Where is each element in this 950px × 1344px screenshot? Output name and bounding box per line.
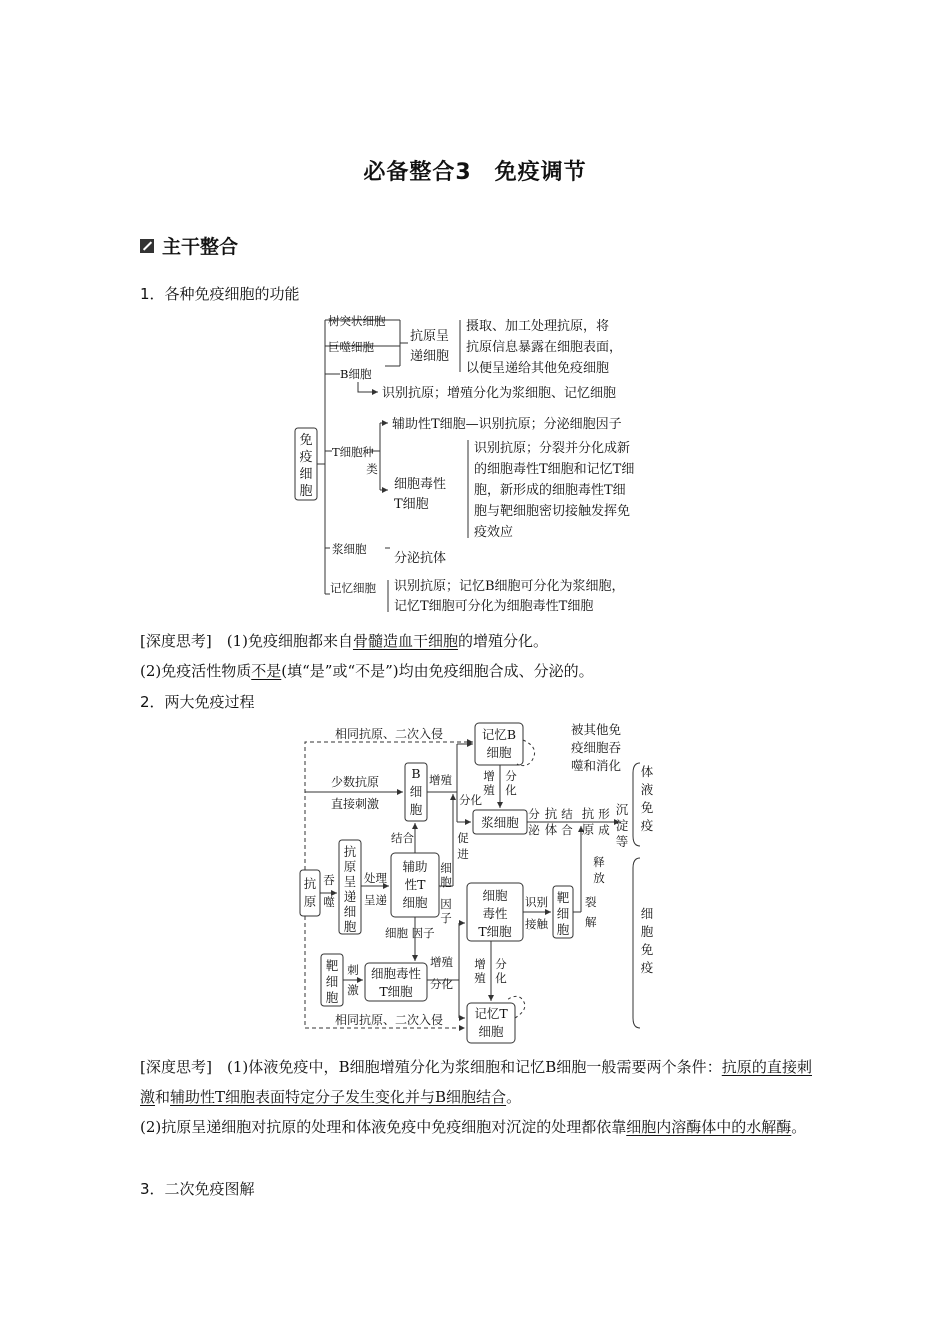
humoral: 免 (640, 800, 654, 815)
answer: 不是 (251, 662, 282, 680)
memory-function: 记忆T细胞可分化为细胞毒性T细胞 (394, 599, 594, 614)
t-cell: T细胞 (332, 445, 363, 459)
cellular: 细 (640, 906, 654, 921)
page-title: 必备整合3 免疫调节 (363, 160, 587, 185)
apc: 胞 (343, 919, 357, 934)
dendritic-cell: 树突状细胞 (328, 314, 386, 328)
apc: 原 (343, 859, 357, 874)
t-kind: 类 (366, 462, 378, 476)
phagocyte-note: 噬和消化 (571, 758, 622, 773)
apc-function: 以便呈递给其他免疫细胞 (466, 361, 610, 376)
target-cell: 细 (325, 974, 339, 989)
release: 放 (593, 871, 605, 885)
deep-thinking-1: [深度思考] (1)免疫细胞都来自骨髓造血干细胞的增殖分化。 (2)免疫活性物质不是(填“是”或“不是”)均由免疫细胞合成、分泌的。 (140, 632, 594, 680)
b-cell: B (411, 766, 421, 781)
ctl-function: 的细胞毒性T细胞和记忆T细 (474, 462, 635, 477)
memory-b: 记忆B (481, 727, 517, 742)
root-char: 胞 (299, 484, 313, 499)
cytokine: 胞 (440, 875, 452, 889)
memory-b: 细胞 (486, 745, 512, 760)
lysis: 解 (585, 915, 597, 929)
antigen-v: 原 (581, 822, 595, 837)
form: 成 (598, 823, 610, 837)
section-label: 主干整合 (162, 236, 239, 258)
root-char: 疫 (299, 450, 313, 465)
ctl-function: 疫效应 (474, 525, 514, 540)
root-char: 细 (299, 467, 313, 482)
answer: 辅助性T细胞表面特定分子发生变化并与B细胞结合 (170, 1088, 507, 1106)
ctl-top: T细胞 (478, 924, 512, 939)
memory-t: 细胞 (478, 1024, 504, 1039)
ctl-bottom: 细胞毒性 (370, 966, 422, 981)
present: 呈递 (364, 893, 387, 907)
recognize: 识别 (525, 895, 548, 909)
direct-stimulus: 直接刺激 (331, 797, 380, 811)
ctl-function: 识别抗原；分裂并分化成新 (474, 441, 631, 456)
engulf: 噬 (323, 895, 335, 909)
secrete: 泌 (528, 823, 540, 837)
answer: 抗原的直接刺激 (140, 1058, 812, 1106)
macrophage: 巨噬细胞 (328, 340, 374, 354)
ctl-label: 细胞毒性 (394, 477, 447, 492)
b-cell-function: 识别抗原；增殖分化为浆细胞、记忆细胞 (382, 386, 617, 401)
ctl-function: 胞，新形成的细胞毒性T细 (474, 483, 626, 498)
section-header (140, 232, 238, 259)
apc-label: 递细胞 (410, 349, 450, 364)
form: 形 (598, 807, 610, 821)
cellular: 疫 (640, 960, 654, 975)
dashed-label: 相同抗原、二次入侵 (335, 1013, 444, 1027)
helper-t: 性T (404, 877, 426, 892)
promote: 促 (457, 831, 469, 845)
heading-2: 2．两大免疫过程 (140, 693, 255, 711)
deep-thinking-2: [深度思考] (1)体液免疫中，B细胞增殖分化为浆细胞和记忆B细胞一般需要两个条件：抗原的直接刺激和辅助性T细胞表面特定分子发生变化并与B细胞结合。 (2)抗原呈递细胞对抗原的处理和体液免疫中免疫细胞对沉淀的处理都依靠细胞内溶酶体中的水解酶。 (140, 1058, 812, 1136)
antibody: 抗 (544, 806, 558, 821)
b-cell: B细胞 (340, 367, 372, 381)
proliferate: 增殖 (429, 773, 452, 787)
differentiate: 分化 (459, 793, 482, 807)
cellular: 免 (640, 942, 654, 957)
plasma-cell: 浆细胞 (332, 542, 367, 556)
apc-function: 摄取、加工处理抗原，将 (466, 319, 610, 334)
apc: 呈 (343, 874, 357, 889)
antigen-v: 抗 (581, 806, 595, 821)
combine: 结 (561, 807, 573, 821)
proliferate-v: 增 (483, 769, 495, 783)
combine: 合 (561, 823, 573, 837)
ctl-label: T细胞 (394, 497, 429, 512)
engulf: 吞 (323, 873, 335, 887)
humoral: 体 (640, 764, 654, 779)
humoral: 疫 (640, 818, 654, 833)
antigen: 原 (303, 894, 317, 909)
helper-t-function: 辅助性T细胞—识别抗原；分泌细胞因子 (392, 417, 622, 432)
plasma-cell: 浆细胞 (481, 815, 519, 830)
helper-t: 细胞 (402, 895, 428, 910)
stimulate: 刺 (347, 963, 359, 977)
antigen: 抗 (303, 876, 317, 891)
process: 处理 (364, 871, 387, 885)
apc-label: 抗原呈 (410, 329, 450, 344)
proliferate: 增殖 (430, 955, 453, 969)
ctl-top: 毒性 (482, 906, 508, 921)
cellular: 胞 (640, 924, 654, 939)
phagocyte-note: 疫细胞吞 (571, 740, 622, 755)
immune-cells-diagram (290, 308, 670, 620)
proliferate-v: 增 (474, 957, 486, 971)
contact: 接触 (525, 917, 548, 931)
stimulate: 激 (347, 983, 359, 997)
heading-3: 3．二次免疫图解 (140, 1180, 255, 1198)
proliferate-v: 殖 (483, 783, 495, 797)
differentiate: 分化 (430, 977, 453, 991)
sediment: 淀 (615, 818, 629, 833)
differentiate-v: 化 (495, 971, 507, 985)
few-antigen: 少数抗原 (331, 775, 380, 789)
heading-1: 1．各种免疫细胞的功能 (140, 285, 300, 303)
memory-cell: 记忆细胞 (330, 581, 376, 595)
cytokine-h: 细胞 因子 (385, 926, 435, 940)
sediment: 沉 (615, 802, 629, 817)
target-cell: 细 (556, 906, 570, 921)
phagocyte-note: 被其他免 (571, 722, 622, 737)
helper-t: 辅助 (402, 859, 428, 874)
promote: 进 (457, 847, 469, 861)
target-cell: 胞 (556, 922, 570, 937)
ctl-bottom: T细胞 (379, 984, 413, 999)
memory-function: 识别抗原；记忆B细胞可分化为浆细胞， (394, 579, 625, 594)
apc-function: 抗原信息暴露在细胞表面， (466, 340, 623, 355)
cytokine: 因 (440, 897, 452, 911)
lysis: 裂 (585, 895, 597, 909)
proliferate-v: 殖 (474, 971, 486, 985)
apc: 抗 (343, 844, 357, 859)
apc: 细 (343, 904, 357, 919)
target-cell: 靶 (556, 890, 570, 905)
differentiate-v: 分 (495, 957, 507, 971)
humoral: 液 (640, 782, 654, 797)
antibody: 体 (544, 822, 558, 837)
pencil-square-icon (140, 239, 154, 253)
b-cell: 胞 (409, 802, 423, 817)
t-kind: 种 (362, 445, 374, 459)
secrete: 分 (528, 807, 540, 821)
memory-t: 记忆T (474, 1006, 508, 1021)
root-char: 免 (299, 433, 313, 448)
differentiate-v: 分 (505, 769, 517, 783)
bind: 结合 (391, 831, 414, 845)
cytokine: 子 (440, 911, 452, 925)
apc: 递 (343, 889, 357, 904)
differentiate-v: 化 (505, 783, 517, 797)
target-cell: 靶 (325, 958, 339, 973)
answer: 骨髓造血干细胞 (352, 632, 458, 650)
answer: 细胞内溶酶体中的水解酶 (626, 1118, 792, 1136)
dashed-label: 相同抗原、二次入侵 (335, 727, 444, 741)
ctl-top: 细胞 (482, 888, 508, 903)
immune-process-diagram (295, 718, 665, 1044)
plasma-function: 分泌抗体 (394, 551, 447, 566)
release: 释 (593, 855, 605, 869)
cytokine: 细 (440, 861, 452, 875)
target-cell: 胞 (325, 990, 339, 1005)
sediment: 等 (615, 834, 629, 849)
ctl-function: 胞与靶细胞密切接触发挥免 (474, 504, 631, 519)
b-cell: 细 (409, 784, 423, 799)
